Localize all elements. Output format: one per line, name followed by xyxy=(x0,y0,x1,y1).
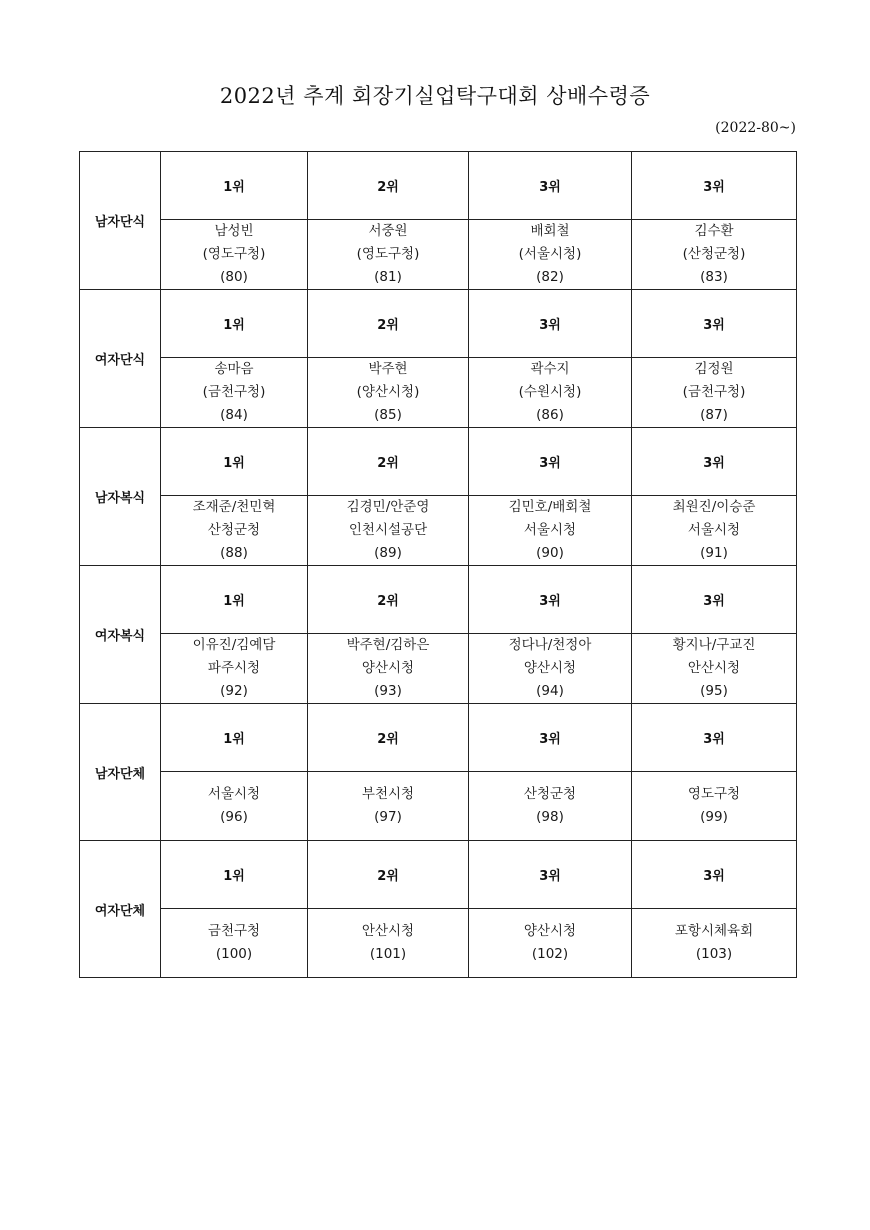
winner-line: (영도구청) xyxy=(202,246,266,262)
winner-line: (수원시청) xyxy=(518,384,582,400)
rank-cell: 2위 xyxy=(308,566,469,634)
winner-line: (99) xyxy=(700,809,728,825)
winner-row xyxy=(80,496,797,566)
rank-cell: 3위 xyxy=(469,428,632,496)
category-label: 여자단식 xyxy=(80,290,161,428)
winner-cell xyxy=(469,220,632,290)
rank-row xyxy=(80,152,797,220)
awards-table xyxy=(79,151,797,978)
rank-row xyxy=(80,566,797,634)
winner-line: (82) xyxy=(536,269,564,285)
winner-line: 인천시설공단 xyxy=(348,522,428,538)
winner-line: 김경민/안준영 xyxy=(346,499,430,515)
rank-cell: 2위 xyxy=(308,152,469,220)
rank-cell: 1위 xyxy=(161,704,308,772)
winner-row xyxy=(80,909,797,978)
rank-cell: 3위 xyxy=(632,841,797,909)
winner-line: (102) xyxy=(531,946,569,962)
winner-cell xyxy=(161,909,308,978)
winner-line: (81) xyxy=(374,269,402,285)
page-title: 2022년 추계 회장기실업탁구대회 상배수령증 xyxy=(219,84,651,108)
winner-line: (서울시청) xyxy=(518,246,582,262)
winner-cell xyxy=(632,772,797,841)
winner-cell xyxy=(308,634,469,704)
winner-line: (양산시청) xyxy=(356,384,420,400)
rank-cell: 3위 xyxy=(632,428,797,496)
winner-cell xyxy=(161,634,308,704)
winner-line: 배회철 xyxy=(530,223,570,239)
rank-cell: 1위 xyxy=(161,841,308,909)
rank-cell: 3위 xyxy=(469,566,632,634)
document-number: (2022-80~) xyxy=(715,120,796,136)
winner-line: 정다나/천정아 xyxy=(508,637,592,653)
winner-cell xyxy=(308,909,469,978)
winner-line: (금천구청) xyxy=(682,384,746,400)
category-label: 남자단식 xyxy=(80,152,161,290)
winner-line: 서울시청 xyxy=(523,522,577,538)
rank-cell: 3위 xyxy=(469,152,632,220)
rank-cell: 1위 xyxy=(161,428,308,496)
winner-cell xyxy=(469,634,632,704)
winner-line: 송마음 xyxy=(214,361,254,377)
winner-line: 김정원 xyxy=(694,361,734,377)
awards-table-body xyxy=(80,152,797,978)
winner-cell xyxy=(161,220,308,290)
winner-line: 파주시청 xyxy=(207,660,261,676)
winner-cell xyxy=(632,220,797,290)
winner-cell xyxy=(469,358,632,428)
winner-cell xyxy=(469,772,632,841)
winner-line: 박주현/김하은 xyxy=(346,637,430,653)
winner-line: 곽수지 xyxy=(530,361,570,377)
category-label: 여자단체 xyxy=(80,841,161,978)
winner-line: 안산시청 xyxy=(687,660,741,676)
winner-line: 포항시체육회 xyxy=(674,923,754,939)
winner-cell xyxy=(161,496,308,566)
winner-line: 양산시청 xyxy=(361,660,415,676)
winner-row xyxy=(80,634,797,704)
winner-line: 서울시청 xyxy=(207,786,261,802)
winner-row xyxy=(80,772,797,841)
winner-line: (80) xyxy=(220,269,248,285)
rank-row xyxy=(80,290,797,358)
winner-line: 금천구청 xyxy=(207,923,261,939)
winner-cell xyxy=(161,358,308,428)
winner-line: 부천시청 xyxy=(361,786,415,802)
winner-row xyxy=(80,358,797,428)
winner-cell xyxy=(632,909,797,978)
rank-row xyxy=(80,704,797,772)
category-label: 남자복식 xyxy=(80,428,161,566)
winner-line: 김수환 xyxy=(694,223,734,239)
winner-line: (100) xyxy=(215,946,253,962)
winner-cell xyxy=(308,358,469,428)
winner-cell xyxy=(632,496,797,566)
rank-cell: 2위 xyxy=(308,428,469,496)
winner-line: 이유진/김예담 xyxy=(192,637,276,653)
winner-line: 조재준/천민혁 xyxy=(192,499,276,515)
winner-line: 양산시청 xyxy=(523,660,577,676)
winner-line: 박주현 xyxy=(368,361,408,377)
rank-cell: 3위 xyxy=(469,704,632,772)
rank-cell: 3위 xyxy=(632,704,797,772)
winner-line: (101) xyxy=(369,946,407,962)
winner-line: 산청군청 xyxy=(523,786,577,802)
winner-cell xyxy=(469,909,632,978)
winner-line: (84) xyxy=(220,407,248,423)
winner-cell xyxy=(632,358,797,428)
winner-line: (103) xyxy=(695,946,733,962)
winner-line: (85) xyxy=(374,407,402,423)
rank-cell: 3위 xyxy=(469,290,632,358)
winner-line: 남성빈 xyxy=(214,223,254,239)
category-label: 남자단체 xyxy=(80,704,161,841)
winner-line: (92) xyxy=(220,683,248,699)
rank-cell: 3위 xyxy=(632,152,797,220)
winner-line: (97) xyxy=(374,809,402,825)
winner-line: (98) xyxy=(536,809,564,825)
winner-line: (93) xyxy=(374,683,402,699)
rank-cell: 3위 xyxy=(632,566,797,634)
rank-row xyxy=(80,428,797,496)
winner-line: (94) xyxy=(536,683,564,699)
winner-line: (금천구청) xyxy=(202,384,266,400)
winner-cell xyxy=(308,496,469,566)
rank-cell: 2위 xyxy=(308,841,469,909)
winner-line: 서울시청 xyxy=(687,522,741,538)
winner-line: (96) xyxy=(220,809,248,825)
category-label: 여자복식 xyxy=(80,566,161,704)
winner-cell xyxy=(161,772,308,841)
winner-line: (영도구청) xyxy=(356,246,420,262)
winner-line: 최원진/이승준 xyxy=(672,499,756,515)
winner-line: 영도구청 xyxy=(687,786,741,802)
winner-line: 황지나/구교진 xyxy=(672,637,756,653)
winner-line: 서중원 xyxy=(368,223,408,239)
winner-line: 산청군청 xyxy=(207,522,261,538)
rank-row xyxy=(80,841,797,909)
rank-cell: 3위 xyxy=(469,841,632,909)
winner-cell xyxy=(469,496,632,566)
winner-line: (90) xyxy=(536,545,564,561)
winner-cell xyxy=(308,772,469,841)
winner-line: (88) xyxy=(220,545,248,561)
winner-line: (95) xyxy=(700,683,728,699)
rank-cell: 1위 xyxy=(161,566,308,634)
rank-cell: 1위 xyxy=(161,290,308,358)
winner-line: (산청군청) xyxy=(682,246,746,262)
winner-line: (86) xyxy=(536,407,564,423)
winner-line: (91) xyxy=(700,545,728,561)
winner-row xyxy=(80,220,797,290)
rank-cell: 2위 xyxy=(308,290,469,358)
winner-line: 양산시청 xyxy=(523,923,577,939)
winner-line: 안산시청 xyxy=(361,923,415,939)
winner-line: (87) xyxy=(700,407,728,423)
winner-line: (89) xyxy=(374,545,402,561)
winner-line: 김민호/배회철 xyxy=(508,499,592,515)
rank-cell: 1위 xyxy=(161,152,308,220)
rank-cell: 2위 xyxy=(308,704,469,772)
winner-cell xyxy=(632,634,797,704)
rank-cell: 3위 xyxy=(632,290,797,358)
winner-line: (83) xyxy=(700,269,728,285)
winner-cell xyxy=(308,220,469,290)
